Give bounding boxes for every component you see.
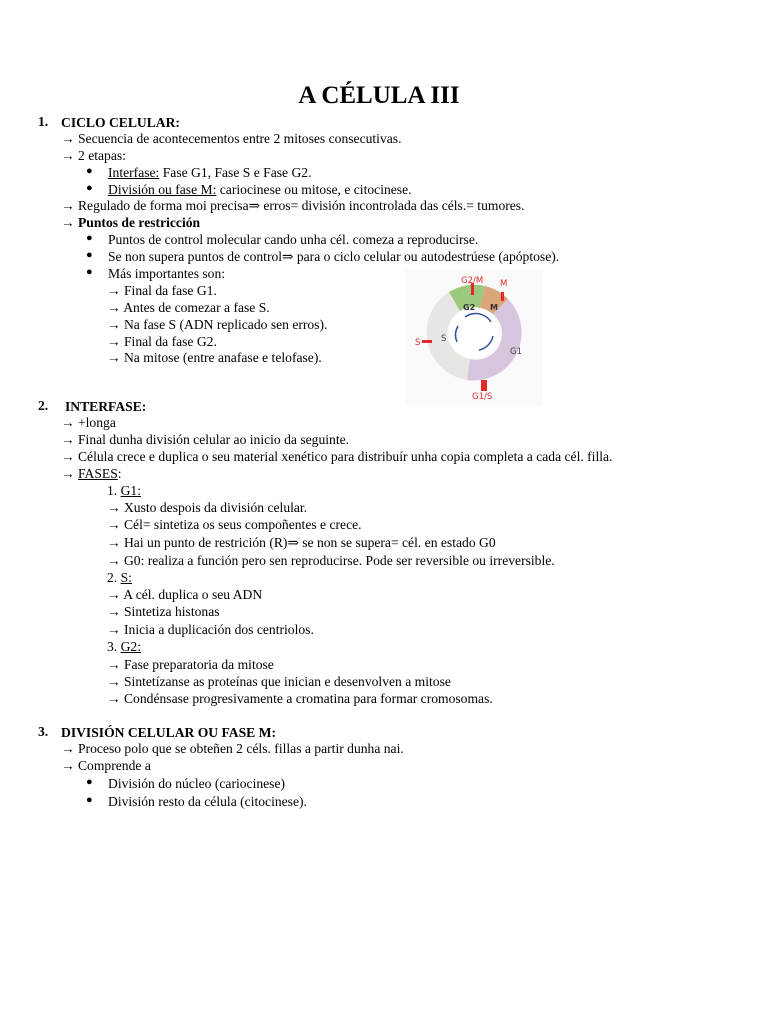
s-outer-label: S — [415, 338, 421, 348]
phase-number: 1. — [107, 483, 121, 498]
bullet-item: División resto da célula (citocinese). — [108, 794, 307, 809]
text-line — [61, 214, 200, 231]
text-line: → 2 etapas: — [61, 148, 126, 163]
text-line: → Secuencia de acontecementos entre 2 mitoses consecutivas. — [61, 131, 402, 146]
bullet-icon: ● — [86, 232, 93, 244]
sub-item: → Sintetiza histonas — [107, 604, 220, 619]
sub-item: → Antes de comezar a fase S. — [107, 300, 270, 315]
sub-item: → Na mitose (entre anafase e telofase). — [107, 350, 322, 365]
bullet-text: Fase G1, Fase S e Fase G2. — [159, 165, 312, 180]
bullet-icon: ● — [86, 266, 93, 278]
text-line: → Final dunha división celular ao inicio da seguinte. — [61, 432, 350, 447]
page-title: A CÉLULA III — [298, 82, 460, 109]
bullet-item: División do núcleo (cariocinese) — [108, 776, 286, 791]
sub-item: → Fase preparatoria da mitose — [107, 657, 274, 672]
section-heading: INTERFASE: — [65, 399, 147, 414]
text-fragment: : — [117, 466, 122, 481]
phase-heading — [107, 569, 132, 586]
section-number: 1. — [38, 114, 49, 129]
sub-item: → A cél. duplica o seu ADN — [107, 587, 263, 602]
g1s-label: G1/S — [472, 392, 493, 402]
inner-circle — [449, 308, 499, 358]
sub-item: → G0: realiza a función pero sen reproducirse. Pode ser reversible ou irreversible. — [107, 553, 555, 568]
bullet-icon: ● — [86, 776, 93, 788]
checkpoint-marker — [501, 292, 504, 301]
sub-item: → Sintetízanse as proteínas que inician e desenvolven a mitose — [107, 674, 451, 689]
underlined-term: Interfase: — [108, 165, 160, 180]
sub-item: → Cél= sintetiza os seus compoñentes e crece. — [107, 517, 362, 532]
bullet-text: cariocinese ou mitose, e citocinese. — [216, 182, 412, 197]
phase-number: 2. — [107, 570, 121, 585]
sub-item: → Final da fase G1. — [107, 283, 217, 298]
text-line: → Regulado de forma moi precisa⇒ erros= división incontrolada das céls.= tumores. — [61, 198, 525, 213]
cell-cycle-diagram — [405, 270, 543, 406]
bullet-item: Se non supera puntos de control⇒ para o ciclo celular ou autodestrúese (apóptose). — [108, 249, 560, 264]
section-heading: DIVISIÓN CELULAR OU FASE M: — [61, 725, 277, 740]
m-top-label: M — [500, 279, 508, 289]
bullet-icon: ● — [86, 249, 93, 261]
checkpoint-marker — [422, 340, 432, 343]
sub-item: → Xusto despois da división celular. — [107, 500, 308, 515]
sub-item: → Inicia a duplicación dos centriolos. — [107, 622, 314, 637]
underlined-term: G1: — [120, 483, 141, 498]
bullet-item: Puntos de control molecular cando unha cél. comeza a reproducirse. — [108, 232, 479, 247]
arrow-text: → — [61, 215, 78, 230]
underlined-term: G2: — [120, 639, 141, 654]
checkpoint-marker — [481, 380, 487, 391]
sub-item: → Na fase S (ADN replicado sen erros). — [107, 317, 328, 332]
sub-item: → Hai un punto de restrición (R)⇒ se non se supera= cél. en estado G0 — [107, 535, 496, 550]
section-heading: CICLO CELULAR: — [61, 115, 180, 130]
g1-label: G1 — [510, 347, 522, 357]
m-label: M — [490, 303, 498, 312]
text-line — [61, 465, 122, 482]
sub-item: → Condénsase progresivamente a cromatina para formar cromosomas. — [107, 691, 493, 706]
bullet-item: Más importantes son: — [108, 266, 226, 281]
text-line: → +longa — [61, 415, 116, 430]
underlined-term: FASES — [78, 466, 118, 481]
arrow-text: → — [61, 466, 78, 481]
s-inner-label: S — [441, 334, 447, 344]
bullet-item — [108, 164, 312, 181]
bullet-icon: ● — [86, 165, 93, 177]
phase-heading — [107, 638, 141, 655]
bold-term: Puntos de restricción — [78, 215, 201, 230]
sub-item: → Final da fase G2. — [107, 334, 217, 349]
g2m-label: G2/M — [461, 276, 484, 286]
text-line: → Célula crece e duplica o seu material xenético para distribuír unha copia completa a cada cél. filla. — [61, 449, 613, 464]
section-number: 3. — [38, 724, 49, 739]
g2-label: G2 — [463, 303, 476, 312]
bullet-icon: ● — [86, 182, 93, 194]
text-line: → Proceso polo que se obteñen 2 céls. fillas a partir dunha nai. — [61, 741, 404, 756]
underlined-term: División ou fase M: — [108, 182, 217, 197]
underlined-term: S: — [120, 570, 132, 585]
bullet-icon: ● — [86, 794, 93, 806]
section-number: 2. — [38, 398, 49, 413]
phase-number: 3. — [107, 639, 121, 654]
text-line: → Comprende a — [61, 758, 151, 773]
bullet-item — [108, 181, 412, 198]
phase-heading — [107, 482, 141, 499]
